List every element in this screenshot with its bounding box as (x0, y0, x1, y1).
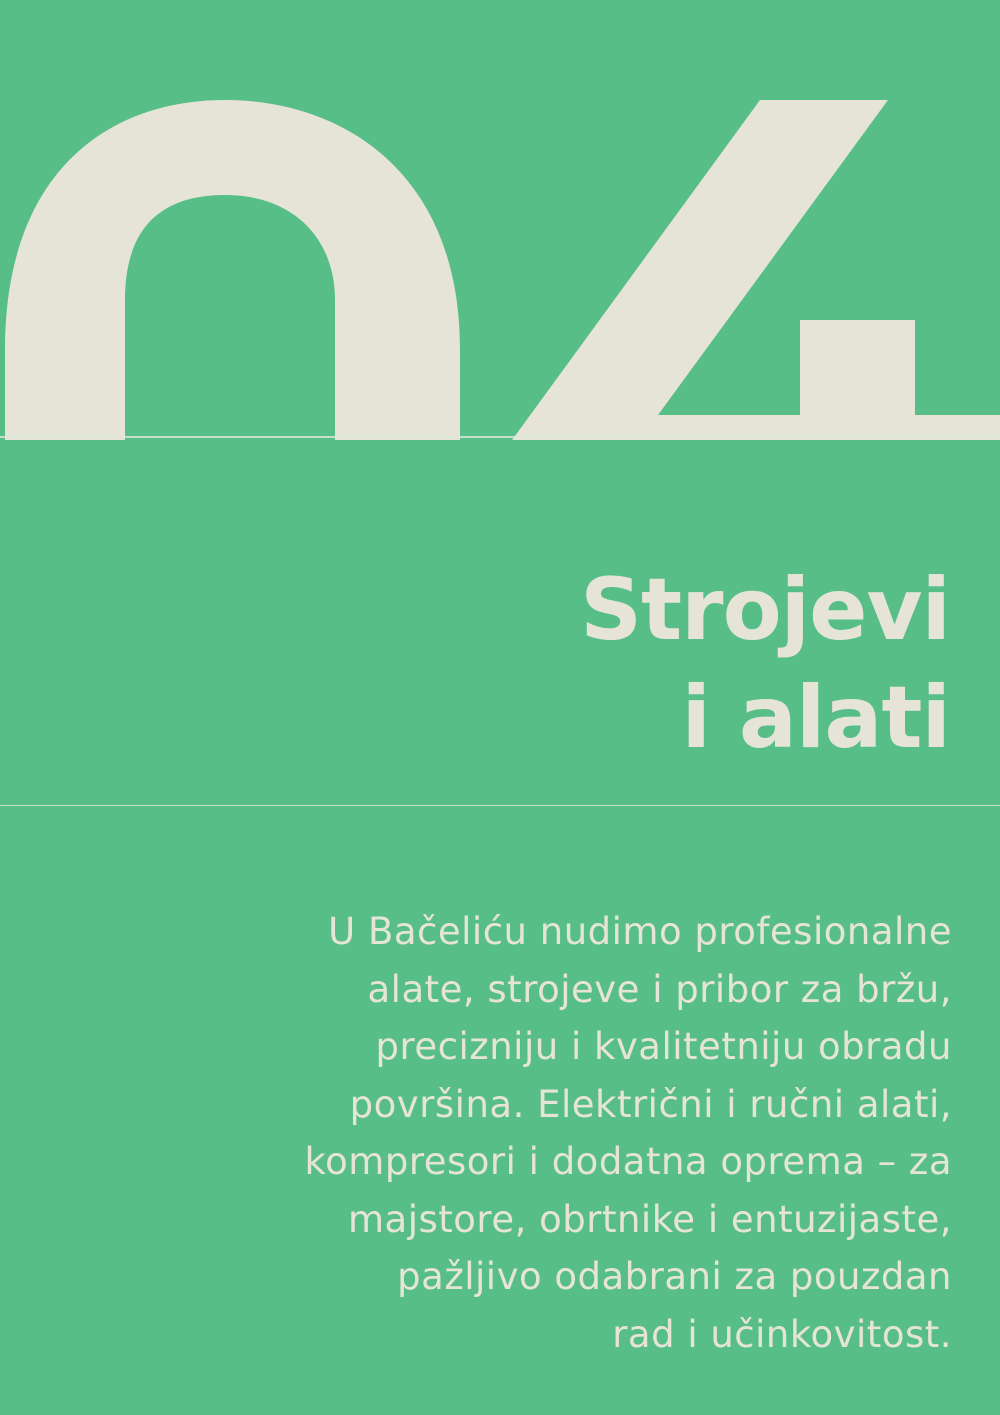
description-line: precizniju i kvalitetniju obradu (375, 1025, 952, 1068)
description-line: U Bačeliću nudimo profesionalne (328, 910, 952, 953)
middle-divider (0, 805, 1000, 806)
description-line: površina. Električni i ručni alati, (349, 1082, 952, 1126)
description-line: majstore, obrtnike i entuzijaste, (348, 1197, 952, 1241)
section-number-04 (0, 0, 1000, 440)
description-line: kompresori i dodatna oprema – za (304, 1140, 952, 1183)
section-number-graphic (0, 0, 1000, 440)
digit-four (512, 100, 1000, 440)
top-divider (0, 436, 1000, 438)
title-line-2: i alati (681, 667, 950, 768)
digit-zero (5, 100, 460, 440)
description-line: rad i učinkovitost. (612, 1312, 952, 1356)
section-title (250, 556, 950, 772)
description-line: pažljivo odabrani za pouzdan (397, 1255, 952, 1298)
title-line-1: Strojevi (580, 559, 950, 660)
description-line: alate, strojeve i pribor za bržu, (367, 967, 952, 1011)
section-description (72, 903, 952, 1363)
